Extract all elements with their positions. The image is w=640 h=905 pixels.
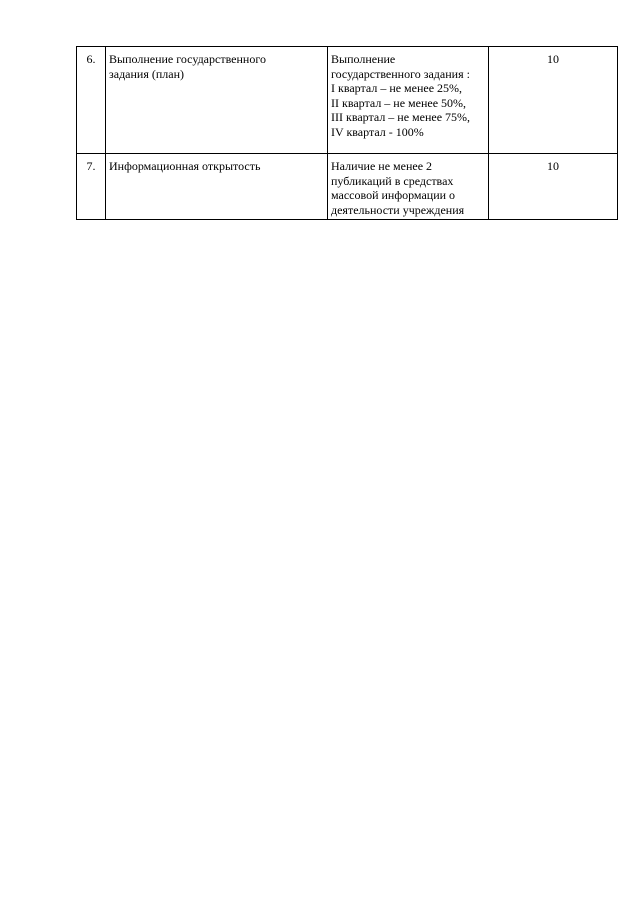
criteria-line: IV квартал - 100% bbox=[331, 124, 424, 139]
indicator-criteria bbox=[328, 47, 489, 154]
indicator-name-line: Информационная открытость bbox=[109, 159, 261, 173]
criteria-line: II квартал – не менее 50%, bbox=[331, 95, 467, 110]
criteria-line: массовой информации о bbox=[331, 188, 456, 203]
criteria-line: Наличие не менее 2 bbox=[331, 159, 433, 173]
indicator-score: 10 bbox=[489, 154, 618, 220]
indicator-score: 10 bbox=[489, 47, 618, 154]
criteria-line: I квартал – не менее 25%, bbox=[331, 81, 463, 96]
criteria-table bbox=[76, 46, 618, 220]
criteria-line: государственного задания : bbox=[331, 66, 470, 81]
criteria-line: III квартал – не менее 75%, bbox=[331, 110, 471, 125]
table-row bbox=[77, 47, 618, 154]
indicator-name bbox=[106, 47, 328, 154]
row-number: 7. bbox=[77, 154, 106, 220]
criteria-line: публикаций в средствах bbox=[331, 173, 454, 188]
indicator-name bbox=[106, 154, 328, 220]
indicator-name-line: задания (план) bbox=[109, 66, 185, 81]
criteria-line: Выполнение bbox=[331, 52, 396, 66]
table-row bbox=[77, 154, 618, 220]
criteria-line: деятельности учреждения bbox=[331, 202, 465, 217]
indicator-name-line: Выполнение государственного bbox=[109, 52, 266, 66]
indicator-criteria bbox=[328, 154, 489, 220]
row-number: 6. bbox=[77, 47, 106, 154]
